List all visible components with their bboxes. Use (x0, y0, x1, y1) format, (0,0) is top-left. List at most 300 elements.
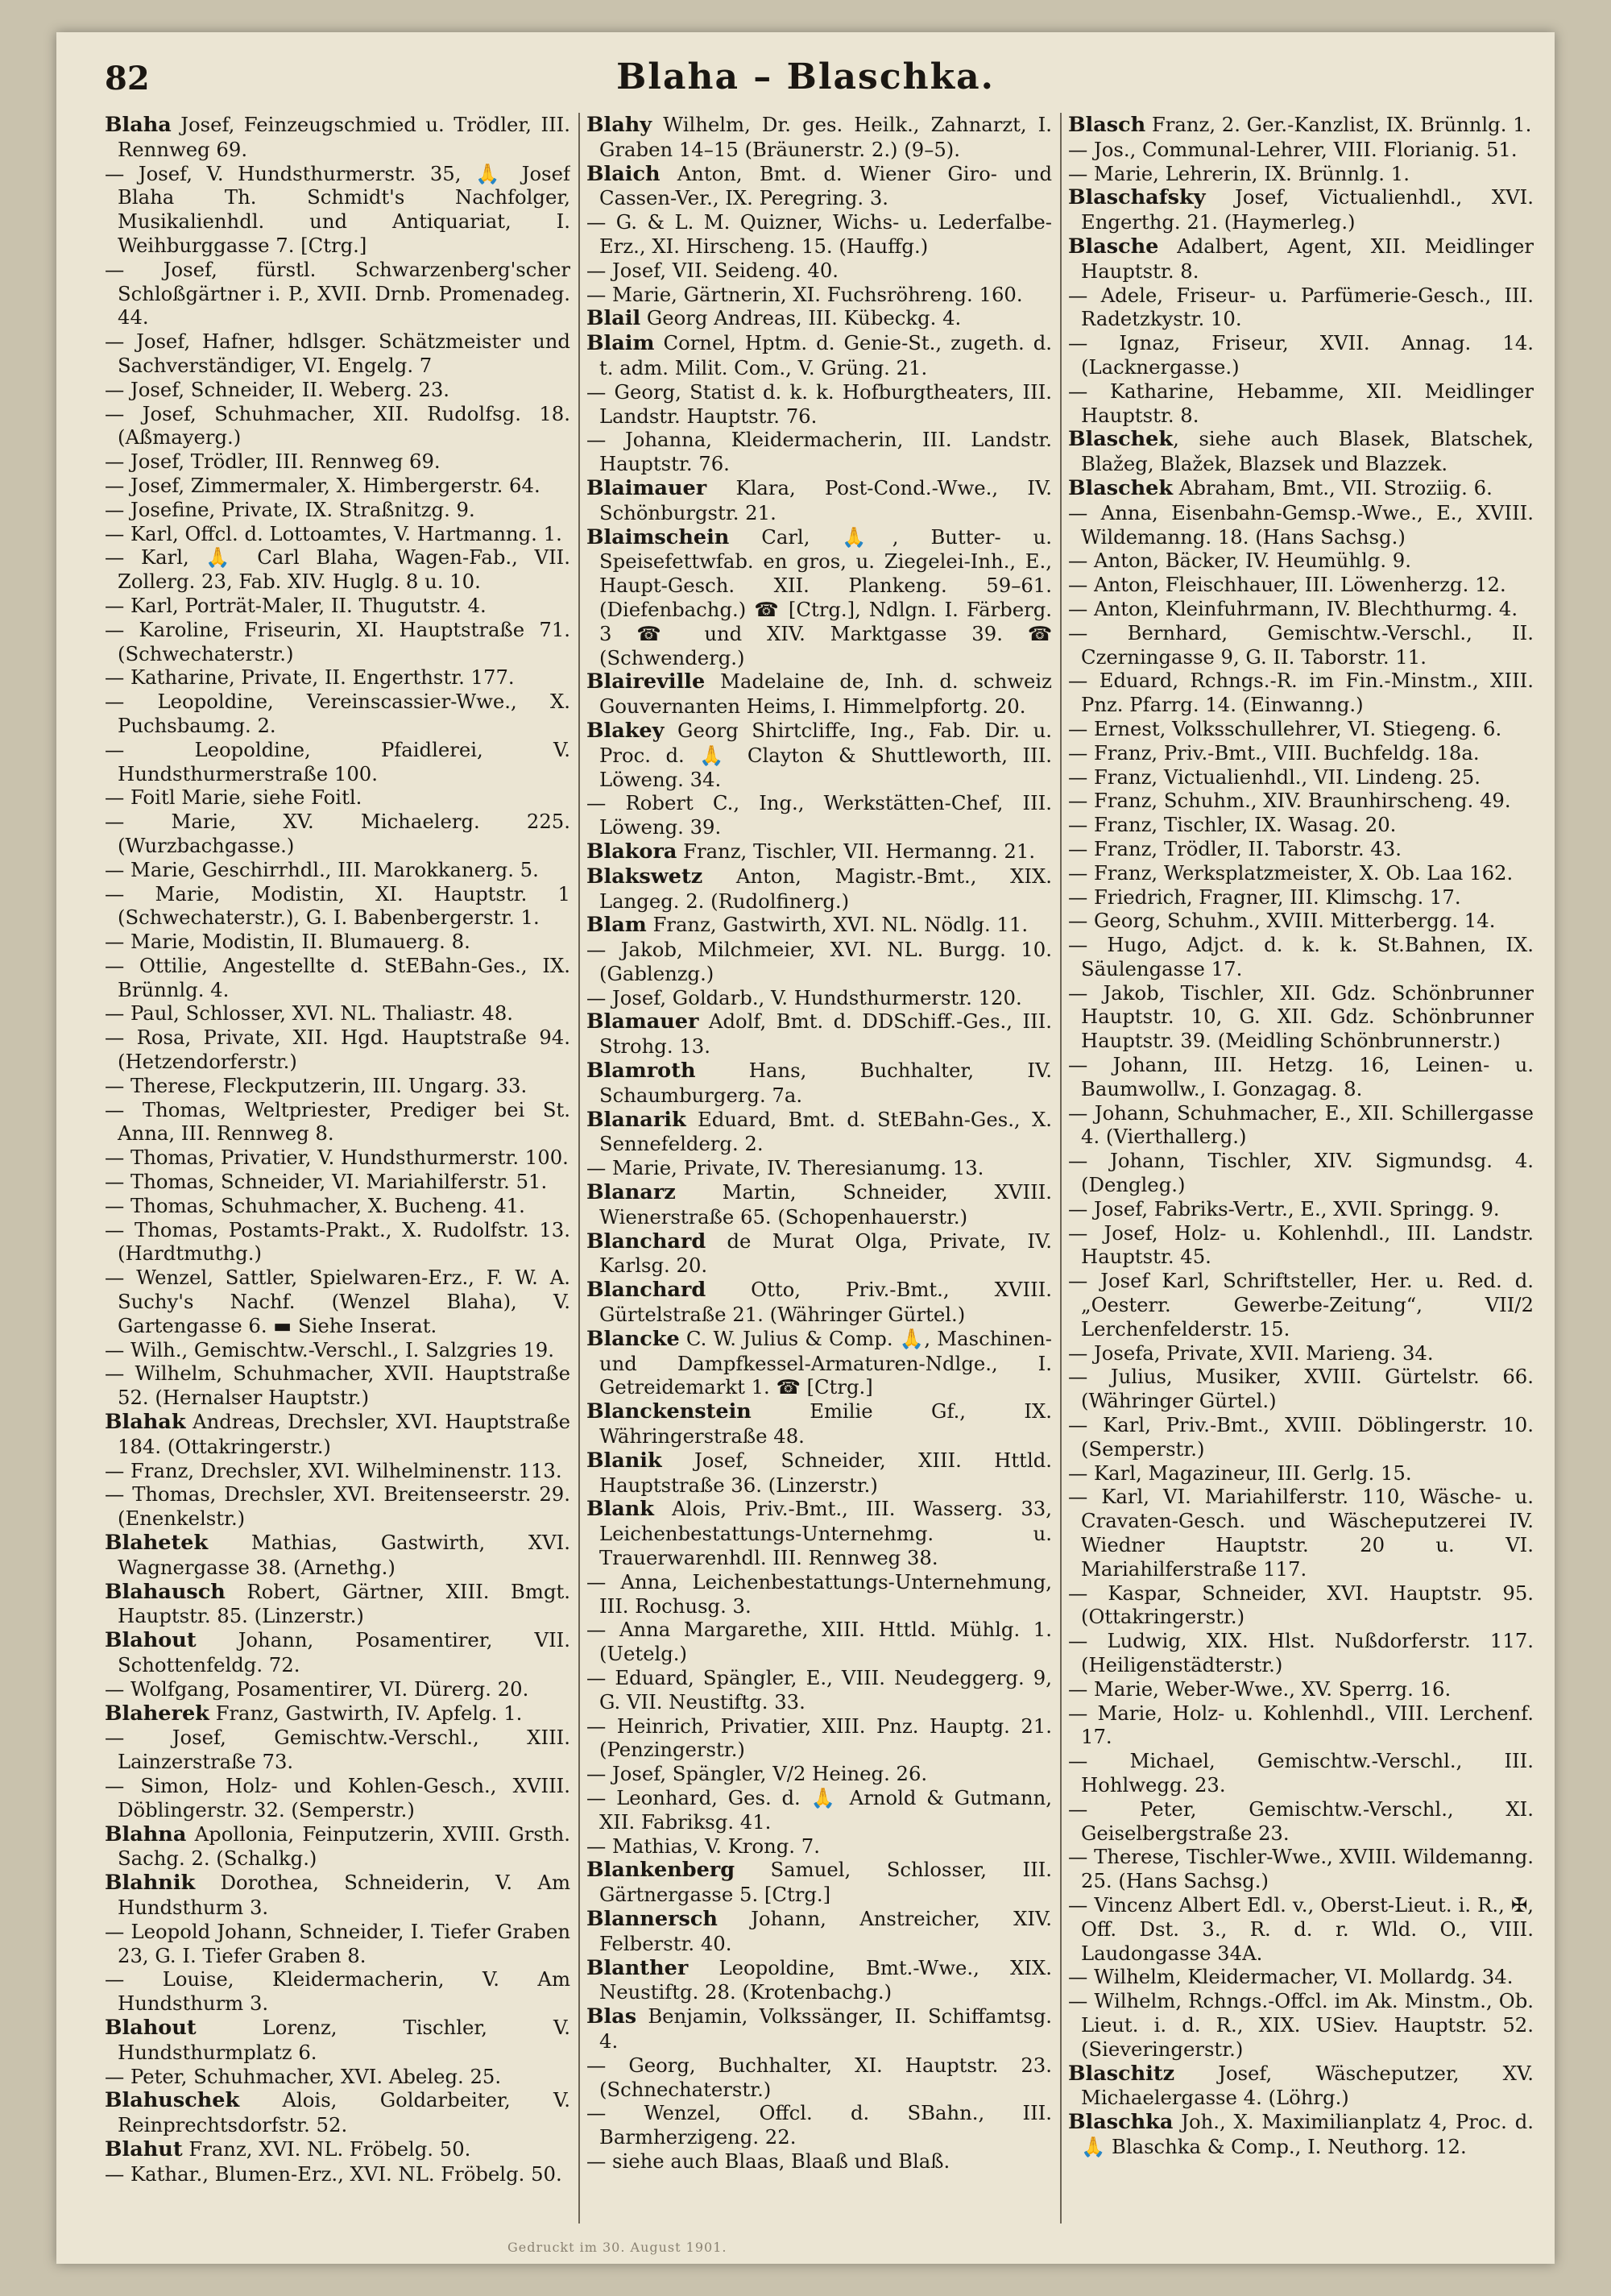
directory-entry (105, 618, 570, 666)
entry-text: — Anton, Fleischhauer, III. Löwenherzg. 12. (1068, 573, 1506, 597)
directory-entry (1068, 284, 1534, 332)
entry-text: — Jakob, Milchmeier, XVI. NL. Burgg. 10. (Gablenzg.) (586, 938, 1052, 985)
directory-entry (586, 1570, 1052, 1618)
entry-text: — Therese, Fleckputzerin, III. Ungarg. 33. (105, 1073, 528, 1097)
entry-text: — Anna, Leichenbestattungs-Unternehmung, III. Rochusg. 3. (586, 1569, 1052, 1618)
directory-entry (105, 522, 570, 546)
directory-entry (586, 1108, 1052, 1157)
entry-headword: Blankenberg (586, 1858, 735, 1883)
directory-entry (586, 525, 1052, 670)
entry-text: Josef, Victualienhdl., XVI. Engerthg. 21. (Haymerleg.) (1081, 185, 1534, 234)
entry-text: — Leopoldine, Vereinscassier-Wwe., X. Puchsbaumg. 2. (105, 690, 570, 737)
directory-entry (586, 1786, 1052, 1834)
entry-text: — Karl, VI. Mariahilferstr. 110, Wäsche- u. Cravaten-Gesch. und Wäscheputzerei IV. Wiedner Hauptstr. 20 u. VI. Mariahilferstraße 117. (1068, 1485, 1534, 1581)
entry-text: Johann, Anstreicher, XIV. Felberstr. 40. (599, 1906, 1052, 1955)
entry-text: — Peter, Gemischtw.-Verschl., XI. Geiselbergstraße 23. (1068, 1797, 1534, 1845)
entry-headword: Blaschek (1068, 475, 1174, 500)
entry-text: — Josef, Hafner, hdlsger. Schätzmeister und Sachverständiger, VI. Engelg. 7 (105, 329, 570, 377)
directory-entry (1068, 933, 1534, 981)
entry-text: Josef, Feinzeugschmied u. Trödler, III. Rennweg 69. (118, 113, 570, 161)
entry-text: — Hugo, Adjct. d. k. k. St.Bahnen, IX. Säulengasse 17. (1068, 933, 1534, 980)
directory-entry (105, 738, 570, 786)
entry-text: Madelaine de, Inh. d. schweiz Gouvernanten Heims, I. Himmelpfortg. 20. (599, 669, 1052, 719)
column-divider (578, 113, 580, 2223)
directory-entry (105, 1098, 570, 1146)
entry-text: — Franz, Schuhm., XIV. Braunhirscheng. 49. (1068, 789, 1511, 813)
directory-entry (105, 2065, 570, 2089)
directory-entry (105, 378, 570, 402)
entry-text: — Johann, Tischler, XIV. Sigmundsg. 4. (Dengleg.) (1068, 1149, 1534, 1197)
entry-text: — Josefine, Private, IX. Straßnitzg. 9. (105, 497, 475, 521)
directory-entry (1068, 1461, 1534, 1486)
directory-entry (1068, 1701, 1534, 1750)
entry-text: Anton, Magistr.-Bmt., XIX. Langeg. 2. (Rudolfinerg.) (599, 864, 1052, 913)
entry-text: — Paul, Schlosser, XVI. NL. Thaliastr. 48. (105, 1001, 513, 1026)
directory-entry (105, 1580, 570, 1629)
entry-headword: Blanchard (586, 1229, 706, 1254)
directory-entry (1068, 501, 1534, 549)
entry-headword: Blank (586, 1497, 654, 1522)
entry-text: — Leopold Johann, Schneider, I. Tiefer Graben 23, G. I. Tiefer Graben 8. (105, 1919, 570, 1967)
entry-text: Georg Shirtcliffe, Ing., Fab. Dir. u. Proc. d. 🙏 Clayton & Shuttleworth, III. Löweng. 34. (599, 718, 1052, 791)
entry-text: — Josef Karl, Schriftsteller, Her. u. Red. d. „Oesterr. Gewerbe-Zeitung“, VII/2 Lerchenfelderstr. 15. (1068, 1269, 1534, 1341)
directory-entry (1068, 234, 1534, 284)
entry-text: Adolf, Bmt. d. DDSchiff.-Ges., III. Strohg. 13. (599, 1009, 1052, 1059)
directory-entry (586, 1907, 1052, 1956)
entry-text: — Marie, Modistin, II. Blumauerg. 8. (105, 930, 470, 954)
entry-text: — Leonhard, Ges. d. 🙏 Arnold & Gutmann, XII. Fabriksg. 41. (586, 1785, 1052, 1834)
entry-text: Joh., X. Maximilianplatz 4, Proc. d. 🙏 Blaschka & Comp., I. Neuthorg. 12. (1081, 2110, 1534, 2158)
directory-entry (586, 1180, 1052, 1229)
running-head: Blaha – Blaschka. (616, 56, 995, 97)
entry-text: — Georg, Buchhalter, XI. Hauptstr. 23. (Schnechaterstr.) (586, 2053, 1052, 2101)
entry-text: Franz, Tischler, VII. Hermanng. 21. (677, 839, 1036, 863)
directory-entry (105, 329, 570, 378)
entry-text: — Georg, Statist d. k. k. Hofburgtheaters, III. Landstr. Hauptstr. 76. (586, 379, 1052, 428)
directory-entry (105, 402, 570, 450)
entry-text: Mathias, Gastwirth, XVI. Wagnergasse 38. (Arnethg.) (118, 1531, 570, 1579)
directory-entry (1068, 669, 1534, 717)
entry-text: — Ottilie, Angestellte d. StEBahn-Ges., IX. Brünnlg. 4. (105, 953, 570, 1001)
directory-entry (586, 1327, 1052, 1399)
entry-text: — Eduard, Rchngs.-R. im Fin.-Minstm., XIII. Pnz. Pfarrg. 14. (Einwanng.) (1068, 669, 1534, 717)
entry-text: Hans, Buchhalter, IV. Schaumburgerg. 7a. (599, 1059, 1052, 1107)
entry-text: Franz, 2. Ger.-Kanzlist, IX. Brünnlg. 1. (1145, 113, 1532, 136)
entry-headword: Blannersch (586, 1906, 718, 1931)
entry-headword: Blanchard (586, 1278, 706, 1303)
entry-text: Otto, Priv.-Bmt., XVIII. Gürtelstraße 21. (Währinger Gürtel.) (599, 1278, 1052, 1327)
directory-entry (586, 1278, 1052, 1327)
entry-text: Robert, Gärtner, XIII. Bmgt. Hauptstr. 85. (Linzerstr.) (118, 1579, 570, 1628)
entry-text: — Johann, Schuhmacher, E., XII. Schillergasse 4. (Vierthallerg.) (1068, 1100, 1534, 1149)
entry-text: — Franz, Victualienhdl., VII. Lindeng. 25. (1068, 765, 1481, 789)
directory-entry (1068, 113, 1534, 138)
entry-text: — Anna Margarethe, XIII. Httld. Mühlg. 1. (Uetelg.) (586, 1618, 1052, 1666)
directory-entry (105, 810, 570, 858)
column-1 (105, 113, 570, 2223)
entry-headword: Blahak (105, 1410, 186, 1435)
entry-text: — Thomas, Privatier, V. Hundsthurmerstr. 100. (105, 1146, 569, 1170)
entry-headword: Blanarz (586, 1180, 676, 1205)
entry-text: — Peter, Schuhmacher, XVI. Abeleg. 25. (105, 2064, 502, 2088)
directory-entry (1068, 2110, 1534, 2159)
entry-text: — Louise, Kleidermacherin, V. Am Hundsthurm 3. (105, 1967, 570, 2016)
directory-entry (586, 1956, 1052, 2005)
entry-text: — Josef, Schuhmacher, XII. Rudolfsg. 18. (Aßmayerg.) (105, 401, 570, 450)
directory-entry (586, 1497, 1052, 1569)
entry-text: Dorothea, Schneiderin, V. Am Hundsthurm 3. (118, 1871, 570, 1919)
directory-entry (586, 2149, 1052, 2174)
directory-entry (586, 669, 1052, 719)
directory-entry (1068, 1581, 1534, 1630)
entry-text: — Josef, VII. Seideng. 40. (586, 258, 839, 282)
directory-entry (586, 1618, 1052, 1666)
entry-headword: Blail (586, 306, 641, 331)
entry-headword: Blaschek (1068, 427, 1174, 452)
entry-text: — Thomas, Drechsler, XVI. Breitenseerstr. 29. (Enenkelstr.) (105, 1482, 570, 1531)
directory-entry (586, 913, 1052, 938)
directory-entry (586, 791, 1052, 839)
directory-page (56, 32, 1555, 2264)
directory-entry (105, 2162, 570, 2186)
directory-entry (1068, 1893, 1534, 1965)
directory-entry (105, 858, 570, 882)
entry-headword: Blanther (586, 1955, 689, 1980)
directory-entry (1068, 981, 1534, 1053)
entry-headword: Blaireville (586, 669, 706, 694)
entry-text: — Marie, Holz- u. Kohlenhdl., VIII. Lerchenf. 17. (1068, 1701, 1534, 1749)
entry-text: — Thomas, Schuhmacher, X. Bucheng. 41. (105, 1193, 525, 1217)
directory-entry (1068, 741, 1534, 765)
directory-entry (586, 1666, 1052, 1714)
directory-entry (1068, 621, 1534, 669)
directory-entry (1068, 597, 1534, 621)
directory-entry (105, 1967, 570, 2016)
directory-entry (105, 1218, 570, 1266)
column-2 (586, 113, 1052, 2223)
directory-entry (105, 1026, 570, 1074)
directory-entry (586, 839, 1052, 864)
directory-entry (1068, 1101, 1534, 1150)
directory-entry (586, 864, 1052, 914)
entry-text: Adalbert, Agent, XII. Meidlinger Hauptstr. 8. (1081, 234, 1534, 283)
directory-entry (1068, 1053, 1534, 1101)
entry-headword: Blasch (1068, 113, 1146, 137)
directory-entry (586, 2054, 1052, 2102)
directory-entry (586, 259, 1052, 283)
entry-headword: Blakora (586, 839, 677, 864)
directory-entry (586, 1858, 1052, 1907)
entry-text: — Josef, Holz- u. Kohlenhdl., III. Landstr. Hauptstr. 45. (1068, 1221, 1534, 1269)
directory-entry (586, 1059, 1052, 1108)
entry-text: — Heinrich, Privatier, XIII. Pnz. Hauptg. 21. (Penzingerstr.) (586, 1714, 1052, 1762)
entry-text: — Karl, Priv.-Bmt., XVIII. Döblingerstr. 10. (Semperstr.) (1068, 1413, 1534, 1461)
directory-entry (105, 545, 570, 594)
entry-text: — Bernhard, Gemischtw.-Verschl., II. Czerningasse 9, G. II. Taborstr. 11. (1068, 620, 1534, 669)
entry-text: — Wolfgang, Posamentirer, VI. Dürerg. 20. (105, 1676, 529, 1701)
directory-entry (105, 1146, 570, 1170)
directory-entry (1068, 185, 1534, 234)
directory-entry (105, 498, 570, 522)
entry-text: — Franz, Priv.-Bmt., VIII. Buchfeldg. 18a. (1068, 740, 1480, 765)
entry-text: Josef, Schneider, XIII. Httld. Hauptstraße 36. (Linzerstr.) (599, 1448, 1052, 1497)
directory-entry (1068, 1197, 1534, 1221)
entry-text: — Karl, Magazineur, III. Gerlg. 15. (1068, 1461, 1412, 1485)
entry-text: — Ignaz, Friseur, XVII. Annag. 14. (Lacknergasse.) (1068, 331, 1534, 379)
entry-text: — Karoline, Friseurin, XI. Hauptstraße 71. (Schwechaterstr.) (105, 617, 570, 665)
directory-entry (1068, 2062, 1534, 2111)
directory-entry (105, 1920, 570, 1968)
entry-text: — Marie, Geschirrhdl., III. Marokkanerg. 5. (105, 857, 539, 881)
directory-entry (105, 1871, 570, 1920)
entry-text: — Simon, Holz- und Kohlen-Gesch., XVIII. Döblingerstr. 32. (Semperstr.) (105, 1773, 570, 1821)
directory-entry (1068, 1989, 1534, 2061)
entry-text: — Marie, Weber-Wwe., XV. Sperrg. 16. (1068, 1676, 1452, 1701)
entry-text: — Anna, Eisenbahn-Gemsp.-Wwe., E., XVIII. Wildemanng. 18. (Hans Sachsg.) (1068, 500, 1534, 549)
entry-headword: Blahuschek (105, 2088, 240, 2113)
entry-headword: Blahut (105, 2136, 183, 2161)
directory-entry (586, 380, 1052, 429)
entry-headword: Blakswetz (586, 864, 703, 889)
entry-text: — Marie, XV. Michaelerg. 225. (Wurzbachgasse.) (105, 810, 570, 857)
directory-entry (105, 450, 570, 474)
entry-headword: Blahout (105, 2015, 197, 2040)
directory-entry (1068, 1749, 1534, 1797)
directory-entry (1068, 789, 1534, 813)
directory-entry (105, 690, 570, 738)
columns-container (105, 113, 1534, 2223)
entry-text: — Thomas, Schneider, VI. Mariahilferstr. 51. (105, 1170, 548, 1194)
directory-entry (1068, 885, 1534, 910)
entry-text: Georg Andreas, III. Kübeckg. 4. (640, 306, 962, 330)
page-header (105, 56, 1506, 105)
entry-text: — Robert C., Ing., Werkstätten-Chef, III. Löweng. 39. (586, 791, 1052, 839)
entry-text: Johann, Posamentirer, VII. Schottenfeldg. 72. (118, 1628, 570, 1676)
directory-entry (105, 2137, 570, 2162)
directory-entry (105, 162, 570, 258)
directory-entry (1068, 1677, 1534, 1701)
directory-entry (1068, 1221, 1534, 1270)
directory-entry (586, 428, 1052, 476)
directory-entry (105, 1628, 570, 1677)
entry-text: — Josef, V. Hundsthurmerstr. 35, 🙏 Josef Blaha Th. Schmidt's Nachfolger, Musikalienhdl. und Antiquariat, I. Weihburggasse 7. [Ctrg.] (105, 161, 570, 257)
entry-text: — Kathar., Blumen-Erz., XVI. NL. Fröbelg. 50. (105, 2161, 562, 2186)
entry-text: — G. & L. M. Quizner, Wichs- u. Lederfalbe-Erz., XI. Hirscheng. 15. (Hauffg.) (586, 210, 1052, 258)
directory-entry (105, 113, 570, 162)
column-divider (1060, 113, 1062, 2223)
directory-entry (586, 113, 1052, 162)
directory-entry (1068, 1965, 1534, 1989)
directory-entry (105, 1459, 570, 1483)
directory-entry (105, 1338, 570, 1362)
entry-headword: Blanckenstein (586, 1399, 752, 1424)
entry-text: Cornel, Hptm. d. Genie-St., zugeth. d. t. adm. Milit. Com., V. Grüng. 21. (599, 331, 1052, 379)
directory-entry (1068, 573, 1534, 597)
entry-text: Apollonia, Feinputzerin, XVIII. Grsth. Sachg. 2. (Schalkg.) (118, 1821, 570, 1871)
directory-entry (105, 1410, 570, 1459)
entry-text: — Wenzel, Offcl. d. SBahn., III. Barmherzigeng. 22. (586, 2101, 1052, 2149)
entry-text: — Franz, Werksplatzmeister, X. Ob. Laa 162. (1068, 860, 1514, 885)
directory-entry (105, 1361, 570, 1410)
directory-entry (1068, 717, 1534, 741)
entry-text: Leopoldine, Bmt.-Wwe., XIX. Neustiftg. 28. (Krotenbachg.) (599, 1955, 1052, 2004)
entry-text: — Marie, Lehrerin, IX. Brünnlg. 1. (1068, 161, 1410, 185)
entry-text: — Anton, Bäcker, IV. Heumühlg. 9. (1068, 549, 1411, 573)
entry-text: — Mathias, V. Krong. 7. (586, 1834, 820, 1858)
entry-text: — Josef, Fabriks-Vertr., E., XVII. Springg. 9. (1068, 1196, 1500, 1221)
directory-entry (1068, 837, 1534, 861)
entry-text: — Josef, fürstl. Schwarzenberg'scher Schloßgärtner i. P., XVII. Drnb. Promenadeg. 44. (105, 257, 570, 329)
entry-text: — Johanna, Kleidermacherin, III. Landstr. Hauptstr. 76. (586, 428, 1052, 476)
directory-entry (586, 283, 1052, 307)
entry-text: — Marie, Modistin, XI. Hauptstr. 1 (Schwechaterstr.), G. I. Babenbergerstr. 1. (105, 881, 570, 930)
directory-entry (105, 594, 570, 618)
entry-headword: Blaherek (105, 1701, 209, 1726)
directory-entry (1068, 427, 1534, 476)
entry-text: Abraham, Bmt., VII. Stroziig. 6. (1173, 475, 1493, 499)
directory-entry (586, 1714, 1052, 1763)
entry-text: Wilhelm, Dr. ges. Heilk., Zahnarzt, I. Graben 14–15 (Bräunerstr. 2.) (9–5). (599, 113, 1052, 161)
directory-entry (105, 258, 570, 329)
entry-text: Josef, Wäscheputzer, XV. Michaelergasse 4. (Löhrg.) (1081, 2061, 1534, 2110)
entry-headword: Blamroth (586, 1059, 696, 1084)
directory-entry (105, 1677, 570, 1701)
directory-entry (586, 986, 1052, 1010)
entry-text: Carl, 🙏, Butter- u. Speisefettwfab. en gros, u. Ziegelei-Inh., E., Haupt-Gesch. XII. Plankeng. 59–61. (Diefenbachg.) ☎ [Ctrg.], Ndlgn. I. Färberg. 3 ☎ und XIV. Marktgasse 39. ☎ (Schwenderg.) (599, 524, 1052, 669)
entry-headword: Blas (586, 2004, 637, 2029)
column-3 (1068, 113, 1534, 2223)
directory-entry (586, 1399, 1052, 1448)
entry-text: — Wilh., Gemischtw.-Verschl., I. Salzgries 19. (105, 1337, 554, 1361)
entry-headword: Blam (586, 913, 647, 938)
directory-entry (1068, 1485, 1534, 1581)
entry-text: C. W. Julius & Comp. 🙏, Maschinen- und Dampfkessel-Armaturen-Ndlge., I. Getreidemarkt 1. ☎ [Ctrg.] (599, 1326, 1052, 1399)
entry-headword: Blakey (586, 718, 665, 743)
entry-text: Franz, XVI. NL. Fröbelg. 50. (182, 2136, 471, 2161)
directory-entry (1068, 549, 1534, 573)
directory-entry (105, 954, 570, 1002)
entry-headword: Blasche (1068, 234, 1159, 259)
entry-headword: Blaimauer (586, 475, 707, 500)
entry-text: — Friedrich, Fragner, III. Klimschg. 17. (1068, 885, 1461, 909)
entry-text: — siehe auch Blaas, Blaaß und Blaß. (586, 2149, 950, 2173)
entry-text: — Jakob, Tischler, XII. Gdz. Schönbrunner Hauptstr. 10, G. XII. Gdz. Schönbrunner Hauptstr. 39. (Meidling Schönbrunnerstr.) (1068, 980, 1534, 1053)
directory-entry (105, 1701, 570, 1726)
entry-text: Alois, Goldarbeiter, V. Reinprechtsdorfstr. 52. (118, 2088, 570, 2137)
directory-entry (1068, 813, 1534, 837)
directory-entry (586, 1009, 1052, 1059)
entry-headword: Blaim (586, 331, 655, 356)
entry-text: — Josef, Spängler, V/2 Heineg. 26. (586, 1762, 928, 1786)
directory-entry (105, 2016, 570, 2065)
directory-entry (105, 1001, 570, 1026)
entry-headword: Blamauer (586, 1009, 699, 1034)
entry-text: — Jos., Communal-Lehrer, VIII. Florianig. 51. (1068, 137, 1518, 161)
entry-headword: Blahna (105, 1821, 187, 1846)
page-number: 82 (105, 60, 150, 97)
entry-headword: Blancke (586, 1326, 680, 1351)
directory-entry (105, 785, 570, 810)
entry-text: — Thomas, Postamts-Prakt., X. Rudolfstr. 13. (Hardtmuthg.) (105, 1217, 570, 1266)
entry-text: Emilie Gf., IX. Währingerstraße 48. (599, 1399, 1052, 1448)
directory-entry (586, 210, 1052, 259)
entry-text: — Ernest, Volksschullehrer, VI. Stiegeng. 6. (1068, 716, 1502, 740)
directory-entry (1068, 909, 1534, 933)
entry-headword: Blahout (105, 1628, 197, 1653)
entry-text: — Julius, Musiker, XVIII. Gürtelstr. 66. (Währinger Gürtel.) (1068, 1365, 1534, 1413)
entry-text: — Leopoldine, Pfaidlerei, V. Hundsthurmerstraße 100. (105, 737, 570, 785)
entry-text: — Karl, Offcl. d. Lottoamtes, V. Hartmanng. 1. (105, 521, 562, 545)
entry-text: Franz, Gastwirth, XVI. NL. Nödlg. 11. (646, 913, 1029, 937)
directory-entry (105, 1774, 570, 1822)
entry-text: Martin, Schneider, XVIII. Wienerstraße 65. (Schopenhauerstr.) (599, 1180, 1052, 1229)
directory-entry (586, 331, 1052, 380)
directory-entry (1068, 162, 1534, 186)
entry-text: — Adele, Friseur- u. Parfümerie-Gesch., III. Radetzkystr. 10. (1068, 283, 1534, 331)
directory-entry (105, 1482, 570, 1531)
directory-entry (105, 2088, 570, 2137)
directory-entry (586, 476, 1052, 525)
entry-headword: Blaschafsky (1068, 185, 1206, 210)
entry-text: — Wenzel, Sattler, Spielwaren-Erz., F. W. A. Suchy's Nachf. (Wenzel Blaha), V. Gartengasse 6. ▬ Siehe Inserat. (105, 1266, 570, 1337)
entry-text: — Marie, Gärtnerin, XI. Fuchsröhreng. 160. (586, 282, 1023, 306)
directory-entry (1068, 1845, 1534, 1893)
entry-text: — Ludwig, XIX. Hlst. Nußdorferstr. 117. (Heiligenstädterstr.) (1068, 1629, 1534, 1676)
entry-text: — Thomas, Weltpriester, Prediger bei St. Anna, III. Rennweg 8. (105, 1097, 570, 1146)
directory-entry (586, 1229, 1052, 1279)
page-footer: Gedruckt im 30. August 1901. (507, 2240, 727, 2255)
directory-entry (1068, 1341, 1534, 1366)
directory-entry (586, 2101, 1052, 2149)
directory-entry (586, 1156, 1052, 1180)
entry-text: Andreas, Drechsler, XVI. Hauptstraße 184. (Ottakringerstr.) (118, 1410, 570, 1458)
directory-entry (105, 930, 570, 954)
directory-entry (586, 2004, 1052, 2054)
entry-headword: Blanik (586, 1448, 662, 1473)
directory-entry (105, 1194, 570, 1218)
entry-headword: Blahausch (105, 1579, 226, 1604)
directory-entry (105, 665, 570, 690)
directory-entry (586, 938, 1052, 986)
entry-headword: Blahnik (105, 1871, 196, 1896)
entry-text: — Josef, Zimmermaler, X. Himbergerstr. 64. (105, 473, 540, 497)
entry-text: — Johann, III. Hetzg. 16, Leinen- u. Baumwollw., I. Gonzagag. 8. (1068, 1053, 1534, 1100)
directory-entry (1068, 765, 1534, 790)
directory-entry (105, 1170, 570, 1194)
directory-entry (105, 882, 570, 930)
entry-text: , siehe auch Blasek, Blatschek, Blažeg, Blažek, Blazsek und Blazzek. (1081, 427, 1534, 476)
entry-headword: Blaich (586, 161, 661, 186)
directory-entry (1068, 861, 1534, 885)
entry-text: — Karl, Porträt-Maler, II. Thugutstr. 4. (105, 593, 487, 617)
entry-text: — Josefa, Private, XVII. Marieng. 34. (1068, 1341, 1434, 1365)
entry-headword: Blahy (586, 113, 652, 137)
directory-entry (586, 1834, 1052, 1859)
entry-text: — Katharine, Hebamme, XII. Meidlinger Hauptstr. 8. (1068, 379, 1534, 427)
directory-entry (1068, 1629, 1534, 1677)
directory-entry (586, 1762, 1052, 1786)
entry-headword: Blaimschein (586, 524, 730, 549)
entry-headword: Blanarik (586, 1107, 686, 1132)
directory-entry (1068, 1149, 1534, 1197)
entry-text: — Franz, Trödler, II. Taborstr. 43. (1068, 836, 1402, 860)
entry-text: — Josef, Trödler, III. Rennweg 69. (105, 450, 441, 474)
entry-text: — Eduard, Spängler, E., VIII. Neudeggerg. 9, G. VII. Neustiftg. 33. (586, 1666, 1052, 1714)
directory-entry (105, 1726, 570, 1774)
entry-text: — Kaspar, Schneider, XVI. Hauptstr. 95. (Ottakringerstr.) (1068, 1581, 1534, 1629)
entry-text: — Karl, 🙏 Carl Blaha, Wagen-Fab., VII. Zollerg. 23, Fab. XIV. Huglg. 8 u. 10. (105, 545, 570, 594)
directory-entry (586, 306, 1052, 331)
